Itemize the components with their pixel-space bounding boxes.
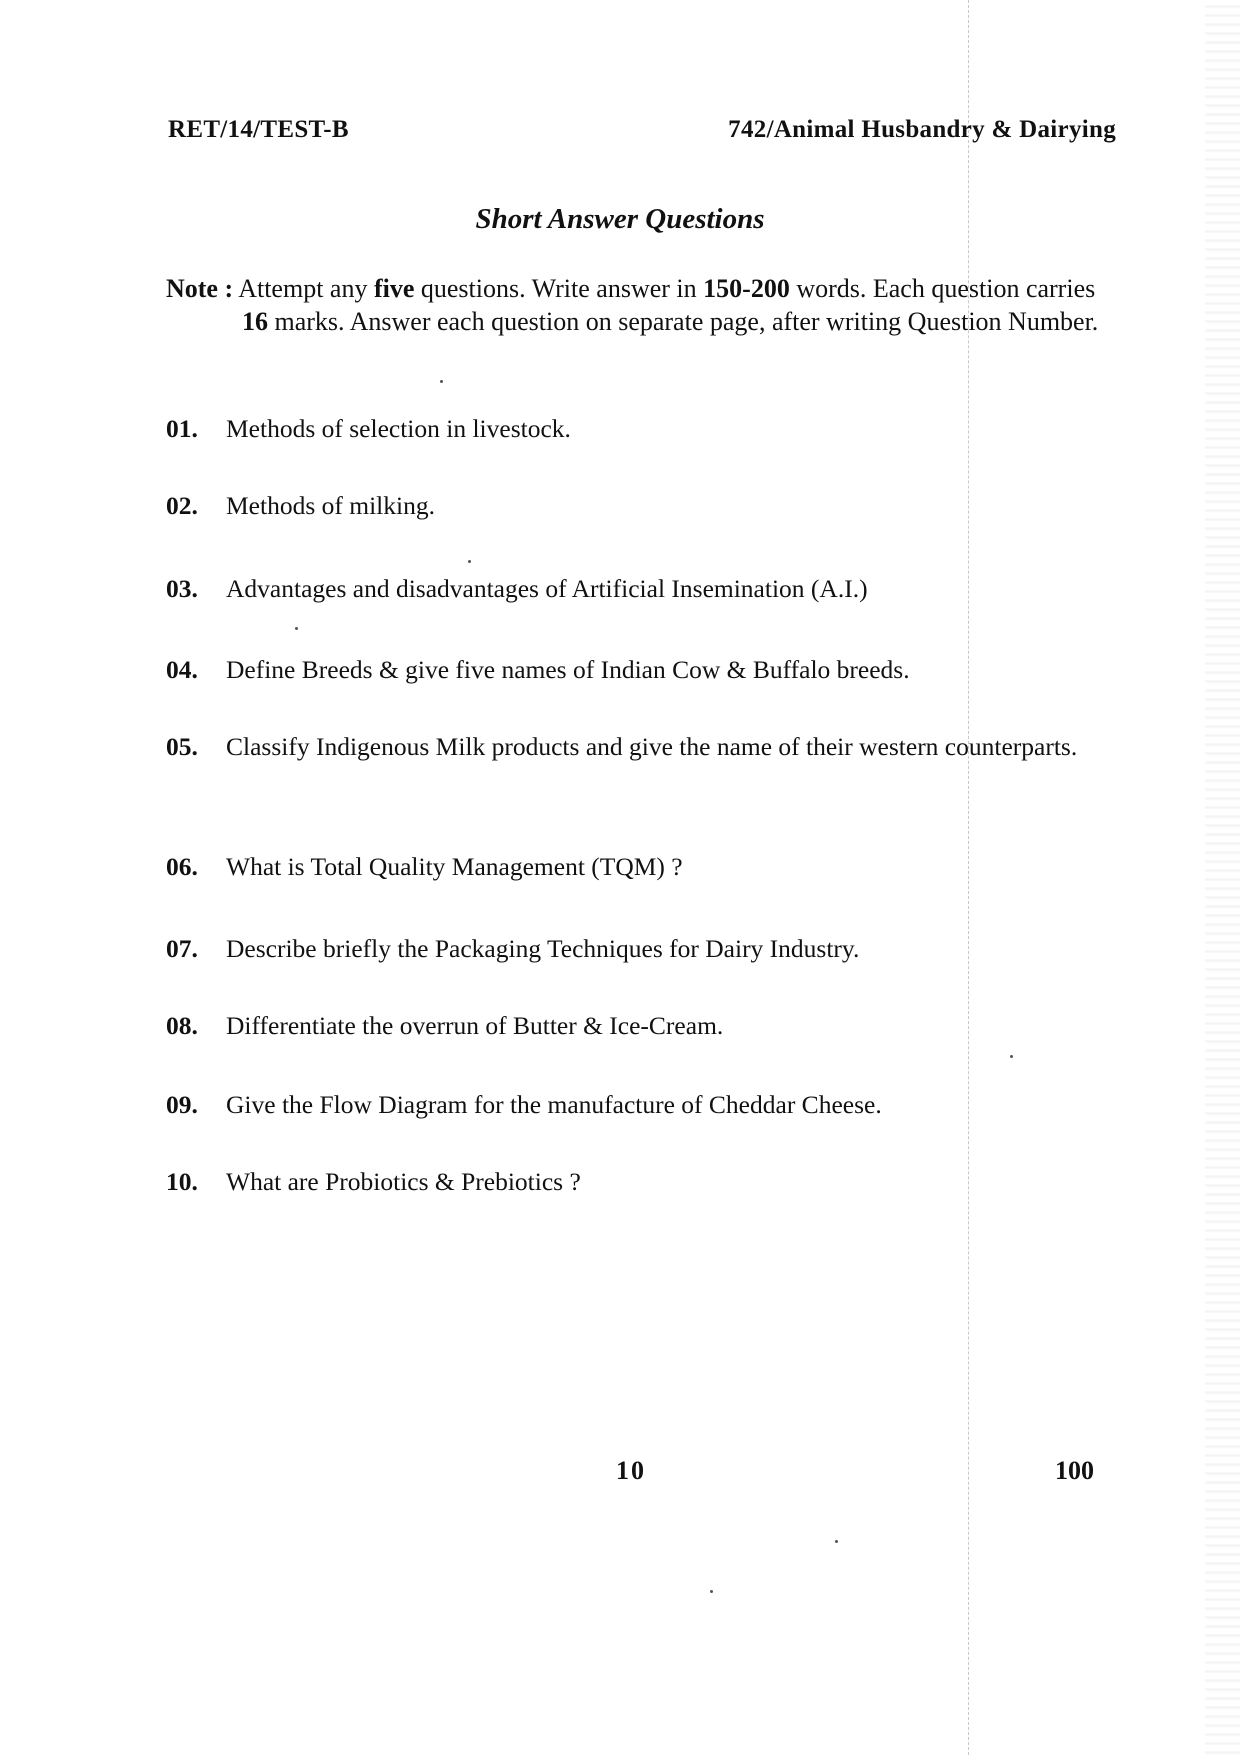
question-number: 08. <box>166 1011 198 1040</box>
question-item <box>166 651 1126 688</box>
scan-edge-noise <box>1205 0 1240 1755</box>
question-number: 03. <box>166 574 198 603</box>
question-number: 06. <box>166 852 198 881</box>
note-text: Attempt any <box>233 274 374 303</box>
note-text: marks. Answer each question on separate page, after writing Question Number. <box>268 307 1099 336</box>
question-number: 04. <box>166 655 198 684</box>
scan-speck <box>1010 1055 1013 1058</box>
header-test-code: RET/14/TEST-B <box>168 116 349 143</box>
question-text: Methods of selection in livestock. <box>226 414 571 443</box>
question-item <box>166 930 1126 967</box>
question-item <box>166 1007 1126 1044</box>
header-subject: 742/Animal Husbandry & Dairying <box>728 116 1116 143</box>
footer-code: 100 <box>1055 1456 1094 1485</box>
note-text: questions. Write answer in <box>414 274 704 303</box>
question-text: Describe briefly the Packaging Techniques for Dairy Industry. <box>226 934 860 963</box>
question-number: 05. <box>166 732 198 761</box>
question-number: 01. <box>166 414 198 443</box>
question-number: 02. <box>166 491 198 520</box>
question-item <box>166 1086 1126 1123</box>
scan-speck <box>295 627 298 630</box>
note-emphasis: 16 <box>242 307 268 336</box>
question-text: Define Breeds & give five names of Indian Cow & Buffalo breeds. <box>226 655 910 684</box>
question-text: Differentiate the overrun of Butter & Ice-Cream. <box>226 1011 724 1040</box>
question-item <box>166 487 1126 524</box>
note-emphasis: five <box>373 274 415 303</box>
instructions-note <box>166 272 1126 338</box>
question-text: Methods of milking. <box>226 491 435 520</box>
question-text: Give the Flow Diagram for the manufacture of Cheddar Cheese. <box>226 1090 882 1119</box>
scan-speck <box>468 560 471 563</box>
question-text: What is Total Quality Management (TQM) ? <box>226 852 683 881</box>
note-label: Note : <box>166 274 234 303</box>
question-number: 09. <box>166 1090 198 1119</box>
question-number: 07. <box>166 934 198 963</box>
question-item <box>166 848 1126 885</box>
question-item <box>166 728 1126 765</box>
question-item <box>166 1163 1126 1200</box>
note-text: words. Each question carries <box>789 274 1096 303</box>
page-number: 10 <box>616 1456 646 1485</box>
question-number: 10. <box>166 1167 198 1196</box>
question-item <box>166 570 1126 607</box>
section-title: Short Answer Questions <box>475 203 765 235</box>
scan-speck <box>710 1590 713 1593</box>
note-emphasis: 150-200 <box>703 274 790 303</box>
scan-speck <box>835 1540 838 1543</box>
question-text: What are Probiotics & Prebiotics ? <box>226 1167 581 1196</box>
question-text: Advantages and disadvantages of Artificial Insemination (A.I.) <box>226 574 868 603</box>
question-item <box>166 410 1126 447</box>
scan-speck <box>440 380 443 383</box>
question-text: Classify Indigenous Milk products and give the name of their western counterparts. <box>226 732 1078 761</box>
